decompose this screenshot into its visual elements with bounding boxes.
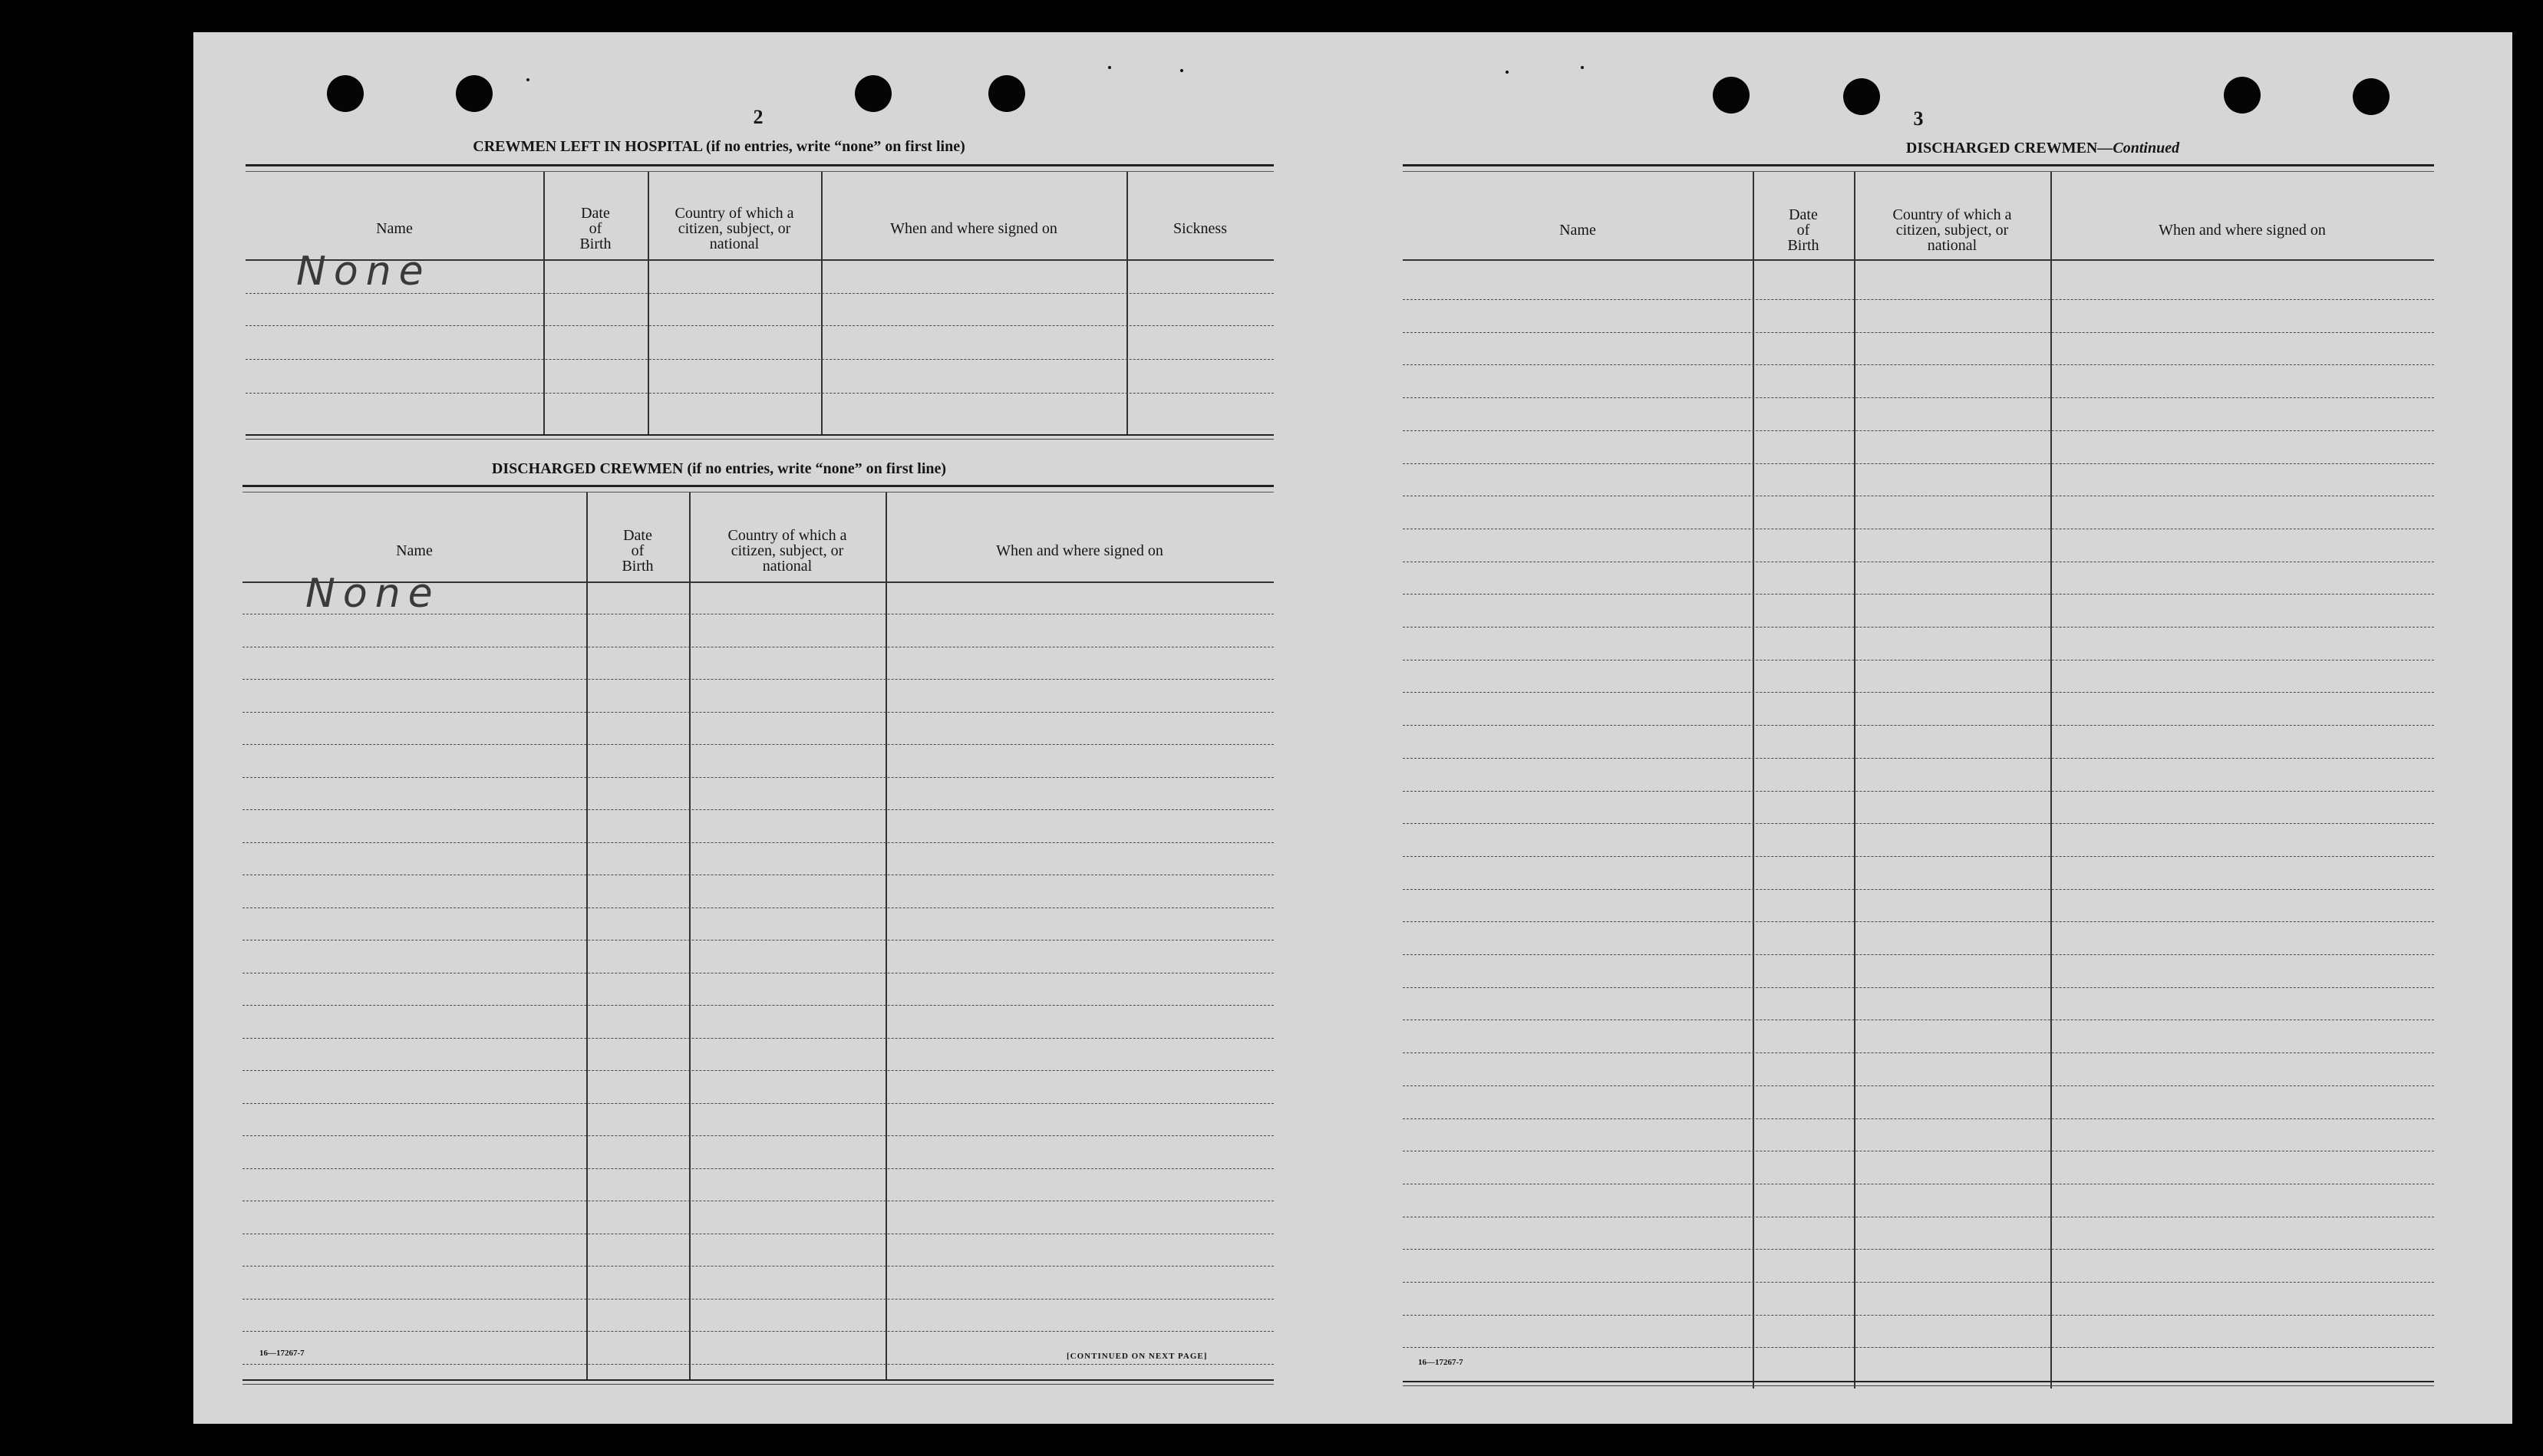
discharged-title: DISCHARGED CREWMEN [491,460,684,477]
header-line: Date [581,205,610,222]
row-line [242,1299,1274,1300]
col-header-name [242,543,586,558]
discharged-table [242,485,1274,1390]
row-line [1403,627,2434,628]
col-header-sickness [1126,221,1274,236]
row-line [1403,332,2434,333]
header-line: Name [1559,222,1596,239]
column-divider [2050,172,2052,1388]
discharged-continued-table [1403,164,2434,1392]
row-line [242,1038,1274,1039]
form-number-right: 16—17267-7 [1418,1358,1463,1367]
discharged-continued-title-main: DISCHARGED CREWMEN [1905,140,2098,156]
speck [1506,71,1509,74]
speck [1108,66,1111,69]
row-line [1403,299,2434,300]
header-line: citizen, subject, or [1895,222,2009,239]
col-header-date-of-birth [586,528,689,574]
discharged-section-title [247,460,1191,478]
header-line: Name [396,542,433,559]
row-line [1403,594,2434,595]
header-line: When and where signed on [996,542,1163,559]
row-line [242,1005,1274,1006]
table-top-rule [1403,164,2434,172]
column-divider [1854,172,1855,1388]
discharged-continued-title-suffix: —Continued [2097,140,2180,156]
header-line: national [709,236,760,252]
header-line: of [589,220,602,237]
row-line [1403,758,2434,759]
table-top-rule [246,164,1274,172]
row-line [1403,823,2434,824]
col-header-date-of-birth [1753,207,1854,253]
column-divider [886,492,887,1379]
row-line [1403,692,2434,693]
row-line [246,393,1274,394]
row-line [1403,987,2434,988]
col-header-when-where-signed [2050,222,2434,238]
table-bottom-rule [246,434,1274,440]
header-line: Birth [579,236,612,252]
row-line [1403,463,2434,464]
col-header-name [246,221,543,236]
column-divider [821,172,823,436]
speck [1180,69,1183,72]
row-line [1403,921,2434,922]
table-bottom-rule [242,1379,1274,1385]
row-line [242,744,1274,745]
row-line [242,1070,1274,1071]
hospital-table [246,164,1274,471]
punch-hole [1713,77,1750,114]
row-line [1403,725,2434,726]
form-sheet [193,32,2512,1424]
punch-hole [327,75,364,112]
page-number-right: 3 [1913,107,1924,130]
header-line: Country of which a [675,205,794,222]
handwritten-entry: None [296,249,431,295]
header-line: When and where signed on [890,220,1057,237]
row-line [1403,1085,2434,1086]
row-line [1403,430,2434,431]
row-line [1403,954,2434,955]
continued-note: [CONTINUED ON NEXT PAGE] [1067,1352,1208,1361]
row-line [242,1364,1274,1365]
row-line [242,1103,1274,1104]
col-header-date-of-birth [543,206,648,252]
speck [526,78,529,81]
punch-hole [456,75,493,112]
punch-hole [1843,78,1880,115]
punch-hole [2224,77,2261,114]
row-line [242,712,1274,713]
col-header-country [1854,207,2050,253]
row-line [246,325,1274,326]
column-divider [689,492,691,1379]
header-line: of [1796,222,1810,239]
header-line: Date [623,527,652,544]
header-line: Birth [622,558,654,575]
row-line [1403,1282,2434,1283]
column-divider [1126,172,1128,436]
punch-hole [2353,78,2390,115]
row-line [242,1168,1274,1169]
discharged-title-note: (if no entries, write “none” on first line) [687,460,947,477]
header-line: Country of which a [1892,206,2012,223]
row-line [242,1331,1274,1332]
row-line [242,1135,1274,1136]
form-number-left: 16—17267-7 [259,1349,305,1358]
col-header-when-where-signed [886,543,1274,558]
row-line [242,777,1274,778]
header-line: Name [376,220,413,237]
row-line [1403,364,2434,365]
row-line [242,679,1274,680]
header-line: Sickness [1173,220,1227,237]
header-line: citizen, subject, or [731,542,844,559]
header-line: Date [1789,206,1818,223]
row-line [242,1266,1274,1267]
header-line: Country of which a [727,527,847,544]
punch-hole [855,75,892,112]
row-line [1403,1315,2434,1316]
row-line [1403,791,2434,792]
handwritten-entry: None [305,571,440,617]
header-line: national [1927,237,1977,254]
row-line [1403,856,2434,857]
row-line [1403,1249,2434,1250]
col-header-country [689,528,886,574]
row-line [1403,1052,2434,1053]
table-top-rule [242,485,1274,492]
row-line [246,359,1274,360]
table-header-rule [1403,259,2434,261]
row-line [242,842,1274,843]
hospital-title-note: (if no entries, write “none” on first line) [706,138,965,155]
row-line [242,809,1274,810]
column-divider [1753,172,1754,1388]
header-line: citizen, subject, or [678,220,791,237]
col-header-country [648,206,821,252]
page-number-left: 2 [753,106,764,128]
speck [1581,66,1584,69]
punch-hole [988,75,1025,112]
row-line [1403,1347,2434,1348]
header-line: Birth [1787,237,1819,254]
discharged-continued-title [1544,140,2541,157]
col-header-when-where-signed [821,221,1126,236]
col-header-name [1403,222,1753,238]
row-line [1403,397,2434,398]
hospital-section-title [247,138,1191,156]
row-line [1403,889,2434,890]
row-line [1403,1118,2434,1119]
column-divider [586,492,588,1379]
header-line: national [762,558,813,575]
header-line: When and where signed on [2159,222,2326,239]
header-line: of [631,542,645,559]
table-bottom-rule [1403,1381,2434,1386]
hospital-title: CREWMEN LEFT IN HOSPITAL [473,138,703,155]
